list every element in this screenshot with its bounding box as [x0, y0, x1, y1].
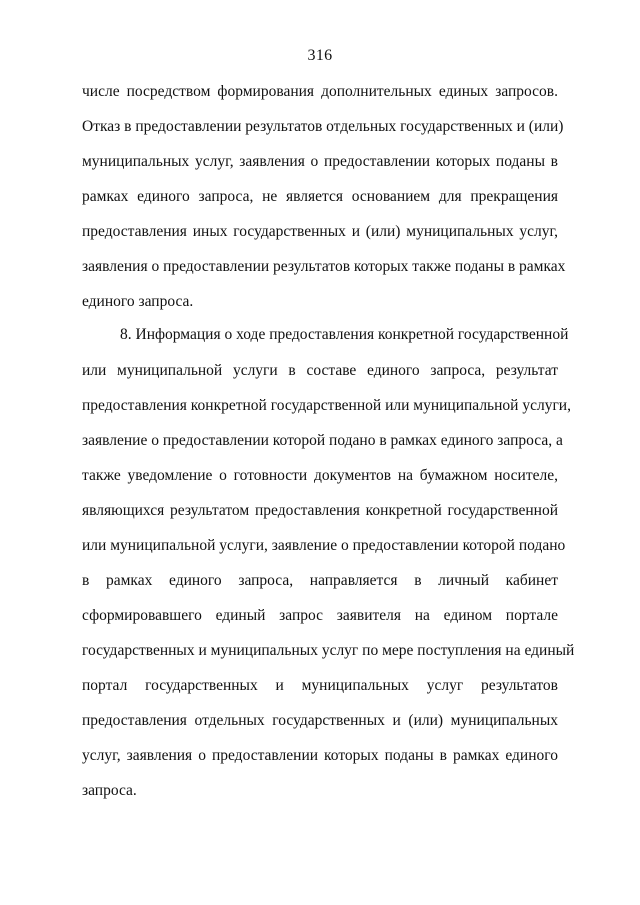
- text-line: портал государственных и муниципальных услуг результатов: [82, 677, 558, 694]
- text-line: предоставления отдельных государственных и (или) муниципальных: [82, 712, 558, 729]
- text-line: предоставления иных государственных и (или) муниципальных услуг,: [82, 223, 558, 240]
- text-line: сформировавшего единый запрос заявителя на едином портале: [82, 607, 558, 624]
- page-number: 316: [307, 47, 333, 64]
- text-line: услуг, заявления о предоставлении которых поданы в рамках единого: [82, 747, 558, 764]
- text-line: или муниципальной услуги в составе единого запроса, результат: [82, 362, 558, 379]
- text-line: являющихся результатом предоставления конкретной государственной: [82, 502, 558, 519]
- text-line: заявление о предоставлении которой подано в рамках единого запроса, а: [82, 432, 563, 449]
- text-line: заявления о предоставлении результатов которых также поданы в рамках: [82, 258, 566, 275]
- text-line: рамках единого запроса, не является основанием для прекращения: [82, 188, 558, 205]
- text-line: предоставления конкретной государственной или муниципальной услуги,: [82, 397, 571, 414]
- text-line-last: единого запроса.: [82, 293, 194, 310]
- text-line: муниципальных услуг, заявления о предоставлении которых поданы в: [82, 153, 558, 170]
- text-line: государственных и муниципальных услуг по мере поступления на единый: [82, 642, 575, 659]
- text-line: или муниципальной услуги, заявление о предоставлении которой подано: [82, 537, 566, 554]
- text-line: в рамках единого запроса, направляется в личный кабинет: [82, 572, 558, 589]
- text-line: также уведомление о готовности документов на бумажном носителе,: [82, 467, 558, 484]
- text-line: числе посредством формирования дополнительных единых запросов.: [82, 83, 558, 100]
- text-line-last: запроса.: [82, 782, 137, 799]
- text-line: Отказ в предоставлении результатов отдельных государственных и (или): [82, 118, 564, 135]
- paragraph-start-line: 8. Информация о ходе предоставления конкретной государственной: [120, 326, 569, 343]
